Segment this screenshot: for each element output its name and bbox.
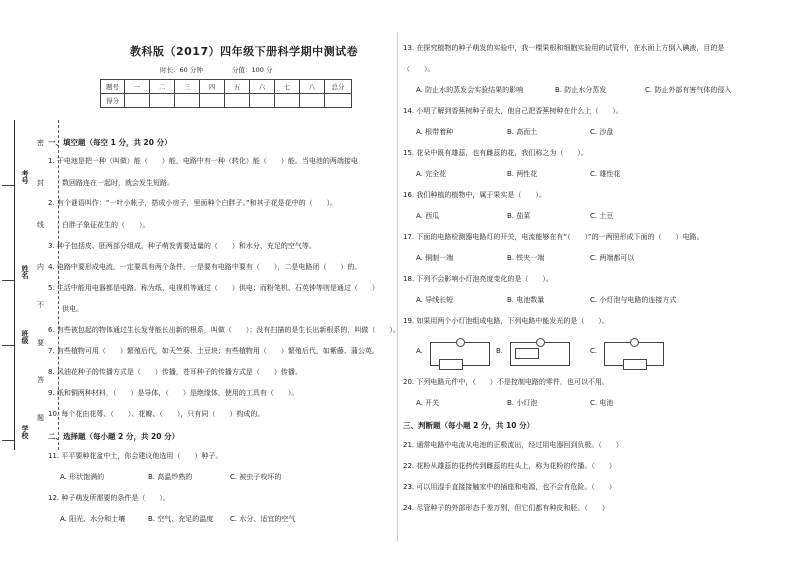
bulb-icon (630, 338, 639, 347)
circuit-diagram-a (430, 342, 490, 366)
seal-char: 不 (37, 301, 44, 309)
bulb-icon (536, 338, 545, 347)
option-c[interactable]: C. 被虫子咬坏的 (230, 473, 282, 481)
question-21: 21. 通常电路中电流从电池的正极流出，经过用电器回到负极。（ ） (403, 441, 623, 449)
table-cell: 四 (200, 80, 225, 94)
question-24: 24. 尽管种子的外部形态千差万别，但它们都有种皮和胚。（ ） (403, 504, 609, 512)
table-cell: 五 (225, 80, 250, 94)
label-school: 学校 (21, 425, 29, 439)
option-a[interactable]: A. 根带着种 (416, 128, 454, 136)
question-16: 16. 我们种植的植物中，属于果实是（ ）。 (403, 191, 546, 199)
section-heading-choice: 二、选择题（每小题 2 分，共 20 分） (48, 432, 180, 441)
option-a[interactable]: A. 导线长短 (416, 296, 454, 304)
table-cell: 一 (125, 80, 150, 94)
option-a[interactable]: A. 阳光、水分和土壤 (60, 515, 126, 523)
question-5-cont: 供电。 (48, 305, 83, 313)
blank-line (2, 345, 14, 346)
score-cell[interactable] (250, 94, 275, 108)
score-cell[interactable] (300, 94, 325, 108)
option-a[interactable]: A. 完全花 (416, 170, 447, 178)
battery-icon (515, 348, 539, 359)
score-cell[interactable] (175, 94, 200, 108)
question-5: 5. 生活中能用电器都是电路。称为纸、电视机等通过（ ）供电；而粉笔机、石英钟等则是通过（ ） (48, 284, 379, 292)
option-b[interactable]: B. 小灯泡 (507, 399, 538, 407)
score-cell[interactable] (275, 94, 300, 108)
seal-char: 密 (37, 139, 44, 147)
blank-line (2, 440, 14, 441)
question-13-cont: （ ）。 (403, 65, 435, 73)
question-3: 3. 种子包括皮、胚两部分组成，种子萌发需要适量的（ ）和水分、充足的空气等。 (48, 242, 316, 250)
seal-char: 封 (37, 179, 44, 187)
score-table-score-row (101, 94, 352, 108)
question-20: 20. 下列电路元件中，（ ）不是控制电路的零件，也可以不用。 (403, 378, 609, 386)
table-cell: 总分 (325, 80, 352, 94)
question-18: 18. 下列不会影响小灯泡亮度变化的是（ ）。 (403, 275, 553, 283)
blank-line (2, 280, 14, 281)
option-b[interactable]: B. (496, 347, 504, 355)
option-a[interactable]: A. 防止水的蒸发会实验结果的影响 (416, 86, 524, 94)
exam-title: 教科版（2017）四年级下册科学期中测试卷 (130, 45, 359, 58)
score-cell[interactable] (325, 94, 352, 108)
option-c[interactable]: C. 沙盘 (590, 128, 614, 136)
question-2-cont: 白胖子象征花生的（ ）。 (48, 221, 150, 229)
section-heading-judgement: 三、判断题（每小题 2 分，共 10 分） (403, 421, 535, 430)
question-4: 4. 电路中要形成电流，一定要具有两个条件，一是要有电路中要有（ ），二是电路闭（ ）的。 (48, 263, 362, 271)
table-cell: 得分 (101, 94, 125, 108)
option-b[interactable]: B. 茄菜 (507, 212, 531, 220)
question-10: 10. 每个花由花萼、（ ）、花瓣、（ ），只有同（ ）构成的。 (48, 410, 265, 418)
option-c[interactable]: C. 电池 (590, 399, 614, 407)
table-cell: 八 (300, 80, 325, 94)
option-b[interactable]: B. 空气、充足的温度 (148, 515, 214, 523)
circuit-diagram-c (604, 342, 664, 366)
exam-time: 时长：60 分钟 (160, 66, 203, 74)
question-1-cont: 数回路连在一起时，就会发生短路。 (48, 179, 174, 187)
question-8: 8. 风油花种子的传播方式是（ ）传播，苍耳种子的传播方式是（ ）传播。 (48, 368, 302, 376)
table-cell: 题号 (101, 80, 125, 94)
bulb-icon (456, 338, 465, 347)
section-heading-fill: 一、填空题（每空 1 分，共 20 分） (48, 138, 172, 147)
label-name: 姓名 (21, 265, 29, 279)
question-17: 17. 下面的电路检测器电路灯的开关，电流能够在有“（ ）”的一两照形成下面的（ ）电路。 (403, 233, 704, 241)
option-c[interactable]: C. 两端都可以 (590, 254, 635, 262)
score-cell[interactable] (125, 94, 150, 108)
column-divider (397, 32, 398, 542)
option-b[interactable]: B. 高温炒熟的 (148, 473, 193, 481)
seal-char: 线 (37, 221, 44, 229)
label-class: 班级 (21, 330, 29, 344)
option-b[interactable]: B. 两性花 (507, 170, 538, 178)
score-table-header-row (101, 80, 352, 94)
question-19: 19. 如果用两个小灯泡组成电路，下列电路中能发光的是（ ）。 (403, 317, 609, 325)
option-a[interactable]: A. 西瓜 (416, 212, 440, 220)
option-a[interactable]: A. (416, 347, 423, 355)
question-1: 1. 干电池是把一种（叫做）能（ ）能，电路中有一种（转化）能（ ）能。当电池的两端接电 (48, 157, 358, 165)
label-exam-no: 考号 (21, 170, 29, 184)
question-7: 7. 有些植物可用（ ）繁殖后代，如天竺葵、土豆块；有些植物用（ ）繁殖后代，如紫藤、蒲公英。 (48, 347, 379, 355)
option-b[interactable]: B. 铁夹一端 (507, 254, 545, 262)
question-6: 6. 有些被包起的物体通过生长发芽能长出新的根系，叫做（ ）；没有扫描的是生长出新根系的，叫做（ ）。 (48, 326, 400, 334)
table-cell: 三 (175, 80, 200, 94)
option-c[interactable]: C. 水分、适宜的空气 (230, 515, 296, 523)
question-13: 13. 在探究植物的种子萌发的实验中，我一棵果根和细胞实验用的试管中，在水面上方倒入碘液，目的是 (403, 44, 725, 52)
question-9: 9. 纸和铜两种材料，（ ）是导体，（ ）是绝缘体，使用的工具有（ ）。 (48, 389, 299, 397)
seal-char: 题 (37, 414, 44, 422)
seal-char: 内 (37, 263, 44, 271)
option-a[interactable]: A. 铜制一端 (416, 254, 454, 262)
score-cell[interactable] (200, 94, 225, 108)
option-c[interactable]: C. 雄性花 (590, 170, 621, 178)
question-12: 12. 种子萌发所需要的条件是（ ）。 (48, 494, 170, 502)
table-cell: 七 (275, 80, 300, 94)
binding-line (14, 120, 15, 450)
circuit-diagram-b (510, 342, 570, 366)
option-a[interactable]: A. 形状饱满的 (60, 473, 105, 481)
option-b[interactable]: B. 高而土 (507, 128, 538, 136)
seal-char: 要 (37, 339, 44, 347)
seal-char: 答 (37, 376, 44, 384)
question-22: 22. 花粉从雄蕊的花药传到雌蕊的柱头上，称为花粉的传播。（ ） (403, 462, 616, 470)
question-11: 11. 平平要种花盆中土，你会建议他选用（ ）种子。 (48, 452, 223, 460)
battery-icon (439, 359, 463, 370)
question-23: 23. 可以用湿手直接接触家中的插座和电源，也不会有危险。（ ） (403, 483, 616, 491)
question-2: 2. 有个谜语叫作：“一叶小帐子，搭成小房子，里面种个白胖子。”和其子花是花中的（ ）。 (48, 199, 338, 207)
score-cell[interactable] (225, 94, 250, 108)
option-c[interactable]: C. 土豆 (590, 212, 614, 220)
question-15: 15. 花朵中既有雄蕊，也有雌蕊的花，我们称之为（ ）。 (403, 149, 588, 157)
option-c[interactable]: C. 防止外部有害气体的侵入 (645, 86, 732, 94)
question-14: 14. 小明了解到香蕉树种子很大，他自己把香蕉树种在什么上（ ）。 (403, 107, 623, 115)
option-b[interactable]: B. 防止水分蒸发 (555, 86, 607, 94)
option-c[interactable]: C. 小灯泡与电路的连接方式 (590, 296, 677, 304)
score-cell[interactable] (150, 94, 175, 108)
table-cell: 二 (150, 80, 175, 94)
battery-icon (623, 359, 647, 370)
score-table (100, 79, 352, 108)
table-cell: 六 (250, 80, 275, 94)
blank-line (2, 185, 14, 186)
option-a[interactable]: A. 开关 (416, 399, 440, 407)
exam-total-score: 分值：100 分 (232, 66, 273, 74)
option-b[interactable]: B. 电池数量 (507, 296, 545, 304)
option-c[interactable]: C. (590, 347, 598, 355)
